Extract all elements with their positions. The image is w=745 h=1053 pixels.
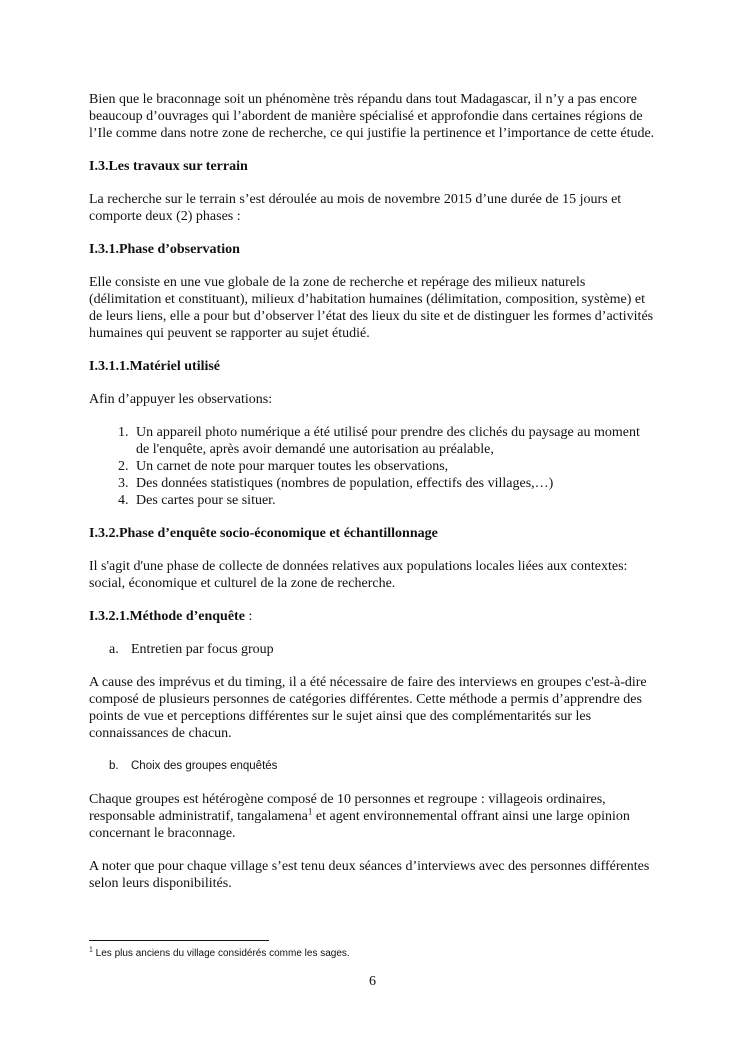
heading-1-3-2: I.3.2.Phase d’enquête socio-économique et échantillonnage bbox=[89, 526, 438, 541]
list-marker-b: b. bbox=[109, 760, 119, 772]
heading-1-3: I.3.Les travaux sur terrain bbox=[89, 159, 248, 174]
heading-1-3-2-1-suffix: : bbox=[244, 609, 253, 624]
heading-1-3-1-1: I.3.1.1.Matériel utilisé bbox=[89, 359, 221, 374]
paragraph-seances: A noter que pour chaque village s’est tenu deux séances d’interviews avec des personnes différentes selon leurs disponibilités. bbox=[89, 859, 650, 891]
paragraph-groupes-part-1: Chaque groupes est hétérogène composé de 10 personnes et regroupe : villageois ordinaires, responsable administratif, tangalamena bbox=[89, 792, 606, 824]
heading-1-3-1: I.3.1.Phase d’observation bbox=[89, 242, 240, 257]
paragraph-materiel-intro: Afin d’appuyer les observations: bbox=[89, 392, 273, 407]
list-item: 1. Un appareil photo numérique a été utilisé pour prendre des clichés du paysage au moment de l'enquête, après avoir demandé une autorisation au préalable, bbox=[132, 424, 655, 458]
materiel-list bbox=[89, 424, 655, 509]
list-item: 3. Des données statistiques (nombres de population, effectifs des villages,…) bbox=[132, 475, 655, 492]
list-item-a-text: Entretien par focus group bbox=[131, 642, 274, 657]
paragraph-groupes bbox=[89, 791, 655, 842]
list-marker-a: a. bbox=[109, 642, 119, 657]
page-number: 6 bbox=[369, 974, 376, 989]
list-item-b bbox=[89, 758, 655, 775]
list-item: 4. Des cartes pour se situer. bbox=[132, 492, 655, 509]
footnote-text: Les plus anciens du village considérés comme les sages. bbox=[92, 948, 350, 959]
paragraph-1-3: La recherche sur le terrain s’est déroulée au mois de novembre 2015 d’une durée de 15 jours et comporte deux (2) phases : bbox=[89, 192, 622, 224]
list-item: 2. Un carnet de note pour marquer toutes les observations, bbox=[132, 458, 655, 475]
footnote-mark: 1 bbox=[89, 946, 93, 954]
paragraph-1-3-2: Il s'agit d'une phase de collecte de données relatives aux populations locales liées aux contextes: social, économique et culturel de la zone de recherche. bbox=[89, 559, 628, 591]
document-page bbox=[89, 91, 655, 908]
footnote-separator bbox=[89, 940, 269, 941]
intro-paragraph: Bien que le braconnage soit un phénomène très répandu dans tout Madagascar, il n’y a pas encore beaucoup d’ouvrages qui l’abordent de manière spécialisé et approfondie dans certaines régions de l’Ile comme dans notre zone de recherche, ce qui justifie la pertinence et l’importance de cette étude. bbox=[89, 92, 655, 141]
footnote-reference: 1 bbox=[307, 806, 313, 817]
paragraph-groupes-part-2: et agent environnemental offrant ainsi une large opinion concernant le braconnage. bbox=[89, 809, 630, 841]
paragraph-focus-group: A cause des imprévus et du timing, il a été nécessaire de faire des interviews en groupes c'est-à-dire composé de plusieurs personnes de catégories différentes. Cette méthode a permis d’apprendre des points de vue et perceptions différentes sur le sujet ainsi que des complémentarités sur les connaissances de chacun. bbox=[89, 675, 647, 741]
paragraph-1-3-1: Elle consiste en une vue globale de la zone de recherche et repérage des milieux naturels (délimitation et constituant), milieux d’habitation humaines (délimitation, composition, système) et de leurs liens, elle a pour but d’observer l’état des lieux du site et de distinguer les formes d’activités humaines qui peuvent se rapporter au sujet étudié. bbox=[89, 275, 654, 341]
list-item-a bbox=[89, 641, 655, 658]
footnote bbox=[89, 947, 350, 960]
heading-1-3-2-1 bbox=[89, 608, 655, 625]
list-item-b-text: Choix des groupes enquêtés bbox=[131, 760, 278, 772]
heading-1-3-2-1-text: I.3.2.1.Méthode d’enquête bbox=[89, 609, 245, 624]
